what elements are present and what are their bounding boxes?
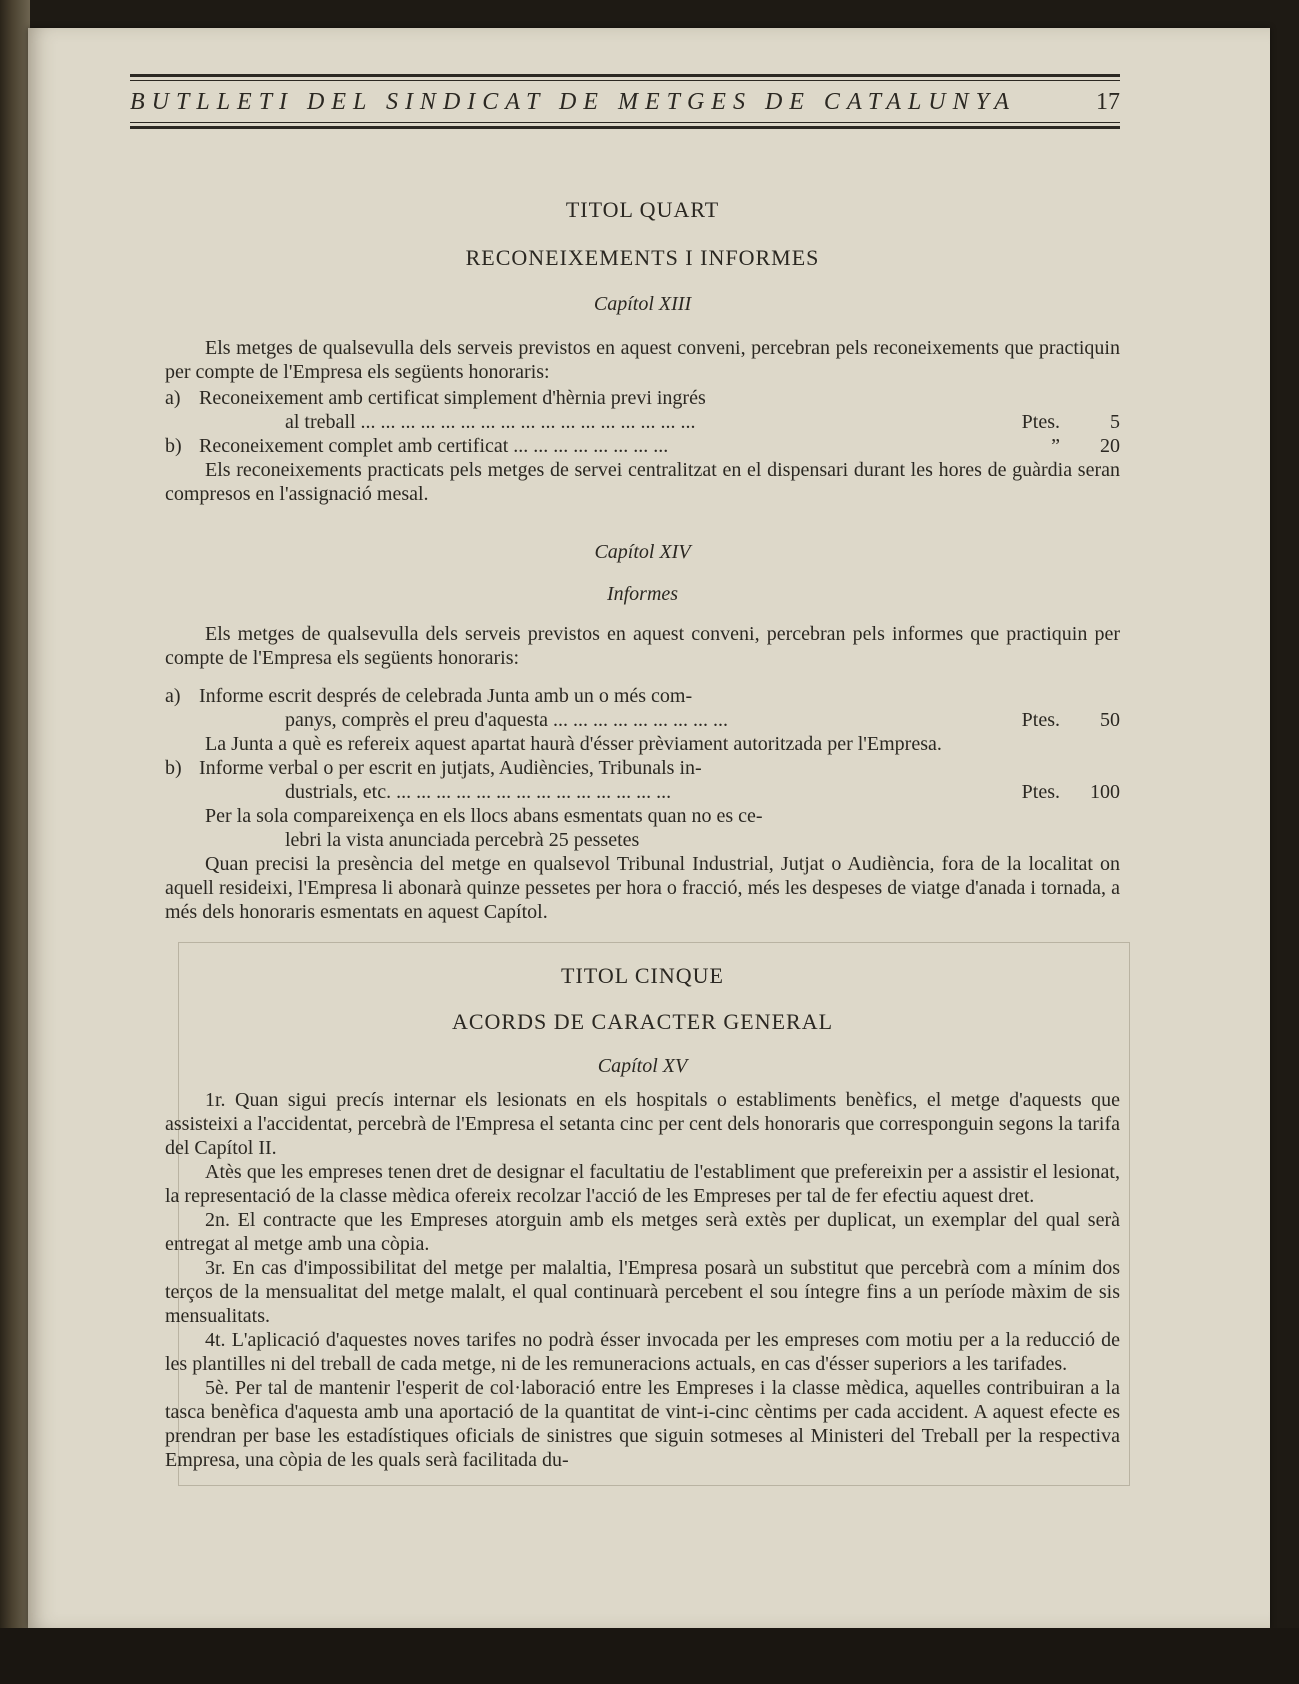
item-text: Informe verbal o per escrit en jutjats, Audiències, Tribunals in- xyxy=(199,757,702,779)
fee-unit: Ptes. xyxy=(1021,411,1060,433)
paragraph: Quan precisi la presència del metge en qualsevol Tribunal Industrial, Jutjat o Audiència, fora de la localitat on aquell resideixi, l'Empresa li abonarà quinze pessetes per hora o fracció, més les despeses de viatge d'anada i tornada, a més dels honoraris esmentats en aquest Capítol. xyxy=(165,853,1120,923)
book-spine xyxy=(0,0,30,1684)
journal-title: BUTLLETI DEL SINDICAT DE METGES DE CATALUNYA xyxy=(130,89,1016,115)
paragraph: lebri la vista anunciada percebrà 25 pessetes xyxy=(285,829,640,851)
paragraph: Els reconeixements practicats pels metges de servei centralitzat en el dispensari durant les hores de guàrdia seran compresos en l'assignació mesal. xyxy=(165,459,1120,505)
header-rule xyxy=(130,122,1120,123)
paragraph: 2n. El contracte que les Empreses atorguin amb els metges serà extès per duplicat, un exemplar del qual serà entregat al metge amb una còpia. xyxy=(165,1209,1120,1255)
paragraph: Per la sola compareixença en els llocs abans esmentats quan no es ce- xyxy=(205,805,763,827)
paragraph: Atès que les empreses tenen dret de designar el facultatiu de l'establiment que prefereixin per a assistir el lesionat, la representació de la classe mèdica ofereix recolzar l'acció de les Empreses per tal de fer efectiu aquest dret. xyxy=(165,1161,1120,1207)
chapter-subheading: Informes xyxy=(606,583,679,605)
section-title: TITOL CINQUE xyxy=(561,963,724,988)
chapter-heading: Capítol XV xyxy=(597,1055,688,1077)
chapter-heading: Capítol XIII xyxy=(593,293,692,315)
list-item xyxy=(165,684,1120,708)
item-text: Informe escrit després de celebrada Junta amb un o més com- xyxy=(199,685,693,707)
fee-value: 20 xyxy=(1100,435,1120,457)
paragraph: 1r. Quan sigui precís internar els lesionats en els hospitals o establiments benèfics, el metge d'aquests que assisteixi a l'accidentat, percebrà de l'Empresa el setanta cinc per cent dels honoraris que corresponguin segons la tarifa del Capítol II. xyxy=(165,1089,1120,1159)
fee-value: 100 xyxy=(1090,781,1120,803)
paragraph: 4t. L'aplicació d'aquestes noves tarifes no podrà ésser invocada per les empreses com motiu per a la reducció de les plantilles ni del treball de cada metge, ni de les remuneracions actuals, en cas d'ésser superiors a les tarifades. xyxy=(165,1329,1120,1375)
fee-line xyxy=(165,410,1120,434)
paragraph: 3r. En cas d'impossibilitat del metge per malaltia, l'Empresa posarà un substitut que percebrà com a mínim dos terços de la mensualitat del metge malalt, el qual continuarà percebent el sou íntegre fins a un període màxim de sis mensualitats. xyxy=(165,1257,1120,1327)
list-item xyxy=(165,756,1120,780)
fee-unit: ” xyxy=(1051,435,1060,457)
item-text: dustrials, etc. ... ... ... ... ... ... ... ... ... ... ... ... ... ... xyxy=(285,781,672,803)
page-number: 17 xyxy=(1096,89,1120,115)
item-text: Reconeixement complet amb certificat ... ... ... ... ... ... ... ... xyxy=(199,435,669,457)
fee-line xyxy=(165,780,1120,804)
paragraph: La Junta a què es refereix aquest apartat haurà d'ésser prèviament autoritzada per l'Empresa. xyxy=(205,733,942,755)
item-label: b) xyxy=(165,435,182,457)
fee-line xyxy=(165,434,1120,458)
item-label: a) xyxy=(165,685,181,707)
item-text: Reconeixement amb certificat simplement d'hèrnia previ ingrés xyxy=(199,387,706,409)
list-item xyxy=(165,386,1120,410)
item-label: b) xyxy=(165,757,182,779)
page-bottom-edge xyxy=(0,1628,1299,1684)
paragraph: Els metges de qualsevulla dels serveis previstos en aquest conveni, percebran pels informes que practiquin per compte de l'Empresa els següents honoraris: xyxy=(165,623,1120,669)
fee-value: 5 xyxy=(1110,411,1120,433)
fee-unit: Ptes. xyxy=(1021,781,1060,803)
fee-value: 50 xyxy=(1100,709,1120,731)
section-subtitle: ACORDS DE CARACTER GENERAL xyxy=(451,1009,834,1034)
page-body xyxy=(165,190,1120,1472)
item-label: a) xyxy=(165,387,181,409)
fee-unit: Ptes. xyxy=(1021,709,1060,731)
item-text: al treball ... ... ... ... ... ... ... ... ... ... ... ... ... ... ... ... ... xyxy=(285,411,696,433)
chapter-heading: Capítol XIV xyxy=(594,541,691,563)
section-title: TITOL QUART xyxy=(565,197,720,222)
running-header xyxy=(130,74,1120,129)
header-rule xyxy=(130,126,1120,129)
section-subtitle: RECONEIXEMENTS I INFORMES xyxy=(465,245,820,270)
header-rule xyxy=(130,74,1120,77)
paragraph: Els metges de qualsevulla dels serveis previstos en aquest conveni, percebran pels reconeixements que practiquin per compte de l'Empresa els següents honoraris: xyxy=(165,337,1120,383)
item-text: panys, comprès el preu d'aquesta ... ... ... ... ... ... ... ... ... xyxy=(285,709,728,731)
paragraph: 5è. Per tal de mantenir l'esperit de col·laboració entre les Empreses i la classe mèdica, aquelles contribuiran a la tasca benèfica d'aquesta amb una aportació de la quantitat de vint-i-cinc cèntims per cada accident. A aquest efecte es prendran per base les estadístiques oficials de sinistres que siguin sotmeses al Ministeri del Treball per la respectiva Empresa, una còpia de les quals serà facilitada du- xyxy=(165,1377,1120,1471)
fee-line xyxy=(165,708,1120,732)
